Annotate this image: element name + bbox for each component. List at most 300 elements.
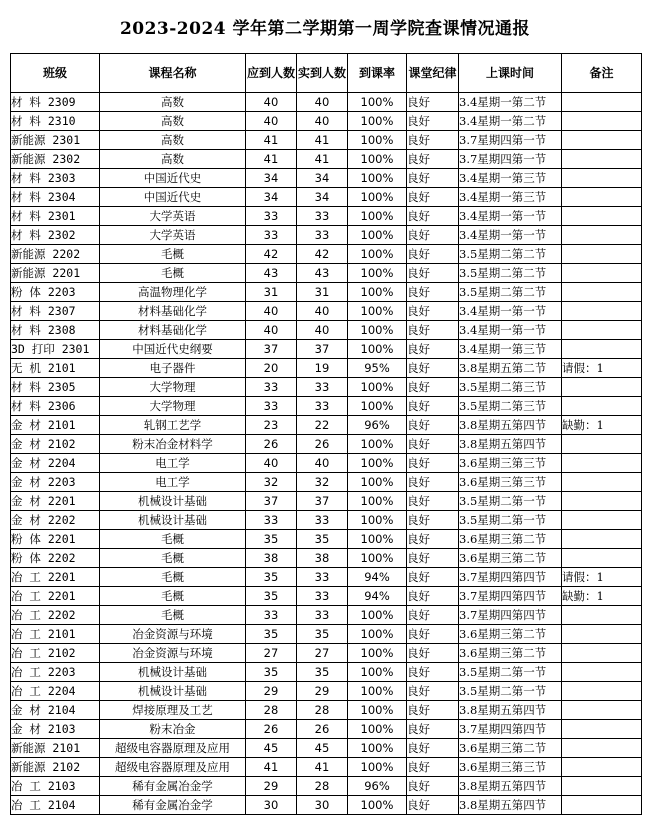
cell-class: 金 材 2204 — [11, 454, 100, 473]
cell-discipline: 良好 — [407, 473, 459, 492]
cell-expected: 40 — [246, 93, 297, 112]
cell-expected: 34 — [246, 188, 297, 207]
attendance-table — [10, 53, 642, 815]
cell-actual: 41 — [297, 758, 348, 777]
cell-course: 轧钢工艺学 — [100, 416, 246, 435]
cell-course: 毛概 — [100, 245, 246, 264]
cell-actual: 45 — [297, 739, 348, 758]
cell-rate: 100% — [348, 245, 407, 264]
cell-time: 3.7星期四第四节 — [459, 568, 562, 587]
header-expected: 应到人数 — [246, 54, 297, 93]
cell-rate: 100% — [348, 473, 407, 492]
cell-course: 中国近代史 — [100, 188, 246, 207]
table-row — [11, 606, 642, 625]
cell-rate: 100% — [348, 397, 407, 416]
cell-time: 3.5星期二第一节 — [459, 492, 562, 511]
cell-discipline: 良好 — [407, 359, 459, 378]
cell-note: 请假：1 — [562, 568, 642, 587]
cell-time: 3.5星期二第一节 — [459, 682, 562, 701]
cell-course: 粉末冶金 — [100, 720, 246, 739]
cell-actual: 37 — [297, 340, 348, 359]
cell-expected: 40 — [246, 321, 297, 340]
cell-course: 高数 — [100, 150, 246, 169]
cell-rate: 100% — [348, 264, 407, 283]
cell-expected: 32 — [246, 473, 297, 492]
cell-actual: 41 — [297, 131, 348, 150]
cell-time: 3.8星期五第四节 — [459, 701, 562, 720]
cell-note — [562, 112, 642, 131]
table-row — [11, 283, 642, 302]
cell-time: 3.5星期二第三节 — [459, 378, 562, 397]
cell-rate: 94% — [348, 587, 407, 606]
header-row — [11, 54, 642, 93]
header-note: 备注 — [562, 54, 642, 93]
cell-discipline: 良好 — [407, 378, 459, 397]
cell-discipline: 良好 — [407, 625, 459, 644]
table-row — [11, 644, 642, 663]
cell-time: 3.4星期一第二节 — [459, 93, 562, 112]
cell-course: 大学英语 — [100, 207, 246, 226]
table-row — [11, 568, 642, 587]
cell-rate: 100% — [348, 549, 407, 568]
header-course: 课程名称 — [100, 54, 246, 93]
cell-rate: 100% — [348, 739, 407, 758]
header-time: 上课时间 — [459, 54, 562, 93]
cell-course: 毛概 — [100, 549, 246, 568]
cell-course: 中国近代史纲要 — [100, 340, 246, 359]
cell-rate: 100% — [348, 435, 407, 454]
table-row — [11, 530, 642, 549]
cell-class: 新能源 2302 — [11, 150, 100, 169]
cell-actual: 35 — [297, 530, 348, 549]
table-row — [11, 625, 642, 644]
table-row — [11, 112, 642, 131]
cell-rate: 100% — [348, 796, 407, 815]
cell-note — [562, 777, 642, 796]
cell-actual: 33 — [297, 606, 348, 625]
cell-class: 新能源 2202 — [11, 245, 100, 264]
cell-class: 粉 体 2201 — [11, 530, 100, 549]
cell-discipline: 良好 — [407, 226, 459, 245]
cell-discipline: 良好 — [407, 302, 459, 321]
cell-time: 3.5星期二第二节 — [459, 264, 562, 283]
cell-note — [562, 454, 642, 473]
table-row — [11, 245, 642, 264]
cell-discipline: 良好 — [407, 796, 459, 815]
cell-course: 超级电容器原理及应用 — [100, 739, 246, 758]
cell-expected: 41 — [246, 131, 297, 150]
cell-expected: 29 — [246, 682, 297, 701]
cell-note — [562, 739, 642, 758]
cell-actual: 40 — [297, 321, 348, 340]
cell-actual: 43 — [297, 264, 348, 283]
cell-time: 3.5星期二第一节 — [459, 511, 562, 530]
cell-actual: 34 — [297, 169, 348, 188]
header-actual: 实到人数 — [297, 54, 348, 93]
cell-time: 3.5星期二第三节 — [459, 397, 562, 416]
cell-discipline: 良好 — [407, 549, 459, 568]
cell-note — [562, 340, 642, 359]
table-row — [11, 416, 642, 435]
cell-time: 3.6星期三第三节 — [459, 758, 562, 777]
table-row — [11, 321, 642, 340]
cell-class: 粉 体 2202 — [11, 549, 100, 568]
table-row — [11, 188, 642, 207]
cell-class: 新能源 2101 — [11, 739, 100, 758]
cell-class: 金 材 2103 — [11, 720, 100, 739]
cell-time: 3.5星期二第二节 — [459, 283, 562, 302]
cell-actual: 31 — [297, 283, 348, 302]
report-title: 2023-2024 学年第二学期第一周学院查课情况通报 — [119, 19, 531, 39]
cell-discipline: 良好 — [407, 644, 459, 663]
cell-course: 稀有金属冶金学 — [100, 777, 246, 796]
cell-expected: 27 — [246, 644, 297, 663]
cell-course: 稀有金属冶金学 — [100, 796, 246, 815]
cell-note — [562, 283, 642, 302]
cell-actual: 42 — [297, 245, 348, 264]
cell-expected: 40 — [246, 454, 297, 473]
table-row — [11, 207, 642, 226]
cell-expected: 35 — [246, 530, 297, 549]
cell-note — [562, 378, 642, 397]
cell-expected: 40 — [246, 302, 297, 321]
cell-discipline: 良好 — [407, 416, 459, 435]
cell-note — [562, 226, 642, 245]
cell-course: 材料基础化学 — [100, 321, 246, 340]
cell-actual: 40 — [297, 302, 348, 321]
cell-actual: 27 — [297, 644, 348, 663]
cell-rate: 100% — [348, 302, 407, 321]
cell-class: 材 料 2302 — [11, 226, 100, 245]
cell-actual: 34 — [297, 188, 348, 207]
cell-class: 金 材 2202 — [11, 511, 100, 530]
cell-class: 无 机 2101 — [11, 359, 100, 378]
cell-expected: 41 — [246, 150, 297, 169]
cell-class: 新能源 2301 — [11, 131, 100, 150]
cell-class: 材 料 2310 — [11, 112, 100, 131]
cell-rate: 95% — [348, 359, 407, 378]
cell-time: 3.4星期一第一节 — [459, 321, 562, 340]
cell-actual: 30 — [297, 796, 348, 815]
cell-course: 高温物理化学 — [100, 283, 246, 302]
cell-class: 新能源 2102 — [11, 758, 100, 777]
cell-discipline: 良好 — [407, 454, 459, 473]
cell-class: 冶 工 2203 — [11, 663, 100, 682]
cell-course: 电工学 — [100, 454, 246, 473]
cell-class: 材 料 2304 — [11, 188, 100, 207]
cell-course: 高数 — [100, 93, 246, 112]
cell-time: 3.5星期二第二节 — [459, 245, 562, 264]
table-row — [11, 131, 642, 150]
cell-discipline: 良好 — [407, 511, 459, 530]
cell-expected: 31 — [246, 283, 297, 302]
cell-time: 3.4星期一第三节 — [459, 188, 562, 207]
cell-time: 3.6星期三第二节 — [459, 625, 562, 644]
cell-expected: 35 — [246, 587, 297, 606]
table-row — [11, 264, 642, 283]
cell-actual: 33 — [297, 378, 348, 397]
cell-course: 毛概 — [100, 530, 246, 549]
cell-rate: 100% — [348, 758, 407, 777]
cell-class: 材 料 2306 — [11, 397, 100, 416]
cell-expected: 26 — [246, 720, 297, 739]
cell-rate: 100% — [348, 112, 407, 131]
cell-actual: 28 — [297, 701, 348, 720]
cell-expected: 33 — [246, 606, 297, 625]
cell-course: 毛概 — [100, 606, 246, 625]
cell-discipline: 良好 — [407, 207, 459, 226]
cell-class: 冶 工 2202 — [11, 606, 100, 625]
cell-class: 材 料 2303 — [11, 169, 100, 188]
cell-expected: 28 — [246, 701, 297, 720]
cell-course: 冶金资源与环境 — [100, 644, 246, 663]
cell-discipline: 良好 — [407, 131, 459, 150]
cell-class: 材 料 2308 — [11, 321, 100, 340]
table-row — [11, 701, 642, 720]
cell-rate: 100% — [348, 340, 407, 359]
cell-note: 请假：1 — [562, 359, 642, 378]
table-row — [11, 454, 642, 473]
cell-class: 金 材 2201 — [11, 492, 100, 511]
table-row — [11, 435, 642, 454]
cell-expected: 30 — [246, 796, 297, 815]
cell-discipline: 良好 — [407, 568, 459, 587]
cell-time: 3.6星期三第三节 — [459, 473, 562, 492]
cell-time: 3.6星期三第二节 — [459, 739, 562, 758]
cell-course: 毛概 — [100, 264, 246, 283]
cell-actual: 26 — [297, 720, 348, 739]
cell-actual: 29 — [297, 682, 348, 701]
table-row — [11, 587, 642, 606]
cell-time: 3.6星期三第二节 — [459, 530, 562, 549]
cell-expected: 33 — [246, 226, 297, 245]
cell-note — [562, 207, 642, 226]
cell-note — [562, 302, 642, 321]
cell-class: 金 材 2104 — [11, 701, 100, 720]
cell-discipline: 良好 — [407, 739, 459, 758]
cell-discipline: 良好 — [407, 93, 459, 112]
cell-time: 3.4星期一第三节 — [459, 169, 562, 188]
cell-discipline: 良好 — [407, 340, 459, 359]
cell-class: 冶 工 2104 — [11, 796, 100, 815]
table-row — [11, 169, 642, 188]
cell-actual: 40 — [297, 93, 348, 112]
cell-class: 冶 工 2201 — [11, 587, 100, 606]
cell-class: 冶 工 2201 — [11, 568, 100, 587]
table-row — [11, 150, 642, 169]
cell-time: 3.4星期一第一节 — [459, 226, 562, 245]
cell-class: 金 材 2101 — [11, 416, 100, 435]
table-row — [11, 739, 642, 758]
table-row — [11, 302, 642, 321]
cell-note — [562, 131, 642, 150]
cell-expected: 33 — [246, 511, 297, 530]
cell-actual: 26 — [297, 435, 348, 454]
cell-time: 3.4星期一第一节 — [459, 207, 562, 226]
cell-course: 高数 — [100, 131, 246, 150]
cell-rate: 100% — [348, 207, 407, 226]
cell-class: 冶 工 2103 — [11, 777, 100, 796]
cell-discipline: 良好 — [407, 663, 459, 682]
cell-note — [562, 644, 642, 663]
cell-course: 毛概 — [100, 568, 246, 587]
cell-actual: 33 — [297, 226, 348, 245]
cell-expected: 41 — [246, 758, 297, 777]
cell-note — [562, 682, 642, 701]
cell-class: 冶 工 2101 — [11, 625, 100, 644]
cell-note — [562, 188, 642, 207]
cell-expected: 26 — [246, 435, 297, 454]
cell-time: 3.4星期一第一节 — [459, 302, 562, 321]
cell-class: 材 料 2307 — [11, 302, 100, 321]
header-discipline: 课堂纪律 — [407, 54, 459, 93]
table-row — [11, 720, 642, 739]
cell-class: 金 材 2102 — [11, 435, 100, 454]
cell-expected: 20 — [246, 359, 297, 378]
cell-class: 材 料 2309 — [11, 93, 100, 112]
cell-note — [562, 663, 642, 682]
table-row — [11, 777, 642, 796]
cell-class: 冶 工 2102 — [11, 644, 100, 663]
cell-course: 电工学 — [100, 473, 246, 492]
cell-time: 3.8星期五第四节 — [459, 796, 562, 815]
cell-course: 超级电容器原理及应用 — [100, 758, 246, 777]
cell-time: 3.5星期二第一节 — [459, 663, 562, 682]
cell-note — [562, 264, 642, 283]
cell-course: 冶金资源与环境 — [100, 625, 246, 644]
cell-time: 3.8星期五第四节 — [459, 777, 562, 796]
cell-expected: 33 — [246, 207, 297, 226]
cell-time: 3.6星期三第三节 — [459, 454, 562, 473]
cell-note — [562, 511, 642, 530]
cell-rate: 100% — [348, 131, 407, 150]
cell-note — [562, 701, 642, 720]
cell-expected: 38 — [246, 549, 297, 568]
cell-note — [562, 758, 642, 777]
cell-discipline: 良好 — [407, 758, 459, 777]
cell-note: 缺勤：1 — [562, 416, 642, 435]
cell-note — [562, 150, 642, 169]
cell-course: 焊接原理及工艺 — [100, 701, 246, 720]
cell-note — [562, 93, 642, 112]
cell-discipline: 良好 — [407, 169, 459, 188]
table-row — [11, 378, 642, 397]
cell-course: 大学物理 — [100, 397, 246, 416]
cell-discipline: 良好 — [407, 777, 459, 796]
cell-note — [562, 606, 642, 625]
cell-class: 3D 打印 2301 — [11, 340, 100, 359]
cell-note — [562, 397, 642, 416]
cell-rate: 100% — [348, 530, 407, 549]
cell-rate: 100% — [348, 226, 407, 245]
cell-note — [562, 321, 642, 340]
cell-expected: 35 — [246, 568, 297, 587]
cell-discipline: 良好 — [407, 682, 459, 701]
cell-expected: 29 — [246, 777, 297, 796]
cell-course: 机械设计基础 — [100, 682, 246, 701]
cell-class: 材 料 2301 — [11, 207, 100, 226]
cell-course: 大学物理 — [100, 378, 246, 397]
cell-note — [562, 625, 642, 644]
cell-expected: 42 — [246, 245, 297, 264]
table-row — [11, 511, 642, 530]
cell-actual: 33 — [297, 397, 348, 416]
cell-actual: 37 — [297, 492, 348, 511]
cell-rate: 100% — [348, 511, 407, 530]
cell-discipline: 良好 — [407, 283, 459, 302]
cell-rate: 100% — [348, 625, 407, 644]
table-row — [11, 682, 642, 701]
cell-actual: 32 — [297, 473, 348, 492]
cell-actual: 33 — [297, 587, 348, 606]
cell-actual: 33 — [297, 207, 348, 226]
cell-time: 3.8星期五第四节 — [459, 435, 562, 454]
cell-discipline: 良好 — [407, 587, 459, 606]
cell-rate: 100% — [348, 378, 407, 397]
header-class: 班级 — [11, 54, 100, 93]
cell-time: 3.7星期四第四节 — [459, 720, 562, 739]
cell-time: 3.6星期三第二节 — [459, 644, 562, 663]
cell-rate: 100% — [348, 93, 407, 112]
cell-time: 3.8星期五第二节 — [459, 359, 562, 378]
cell-time: 3.8星期五第四节 — [459, 416, 562, 435]
cell-course: 粉末冶金材料学 — [100, 435, 246, 454]
cell-note — [562, 720, 642, 739]
table-row — [11, 492, 642, 511]
cell-expected: 37 — [246, 340, 297, 359]
cell-course: 中国近代史 — [100, 169, 246, 188]
cell-expected: 34 — [246, 169, 297, 188]
cell-rate: 100% — [348, 701, 407, 720]
cell-time: 3.7星期四第一节 — [459, 150, 562, 169]
cell-expected: 40 — [246, 112, 297, 131]
cell-expected: 37 — [246, 492, 297, 511]
cell-rate: 100% — [348, 150, 407, 169]
cell-expected: 35 — [246, 625, 297, 644]
table-row — [11, 473, 642, 492]
cell-rate: 100% — [348, 283, 407, 302]
table-row — [11, 93, 642, 112]
cell-rate: 100% — [348, 454, 407, 473]
cell-course: 机械设计基础 — [100, 492, 246, 511]
cell-discipline: 良好 — [407, 264, 459, 283]
cell-rate: 100% — [348, 321, 407, 340]
cell-note — [562, 473, 642, 492]
cell-discipline: 良好 — [407, 530, 459, 549]
table-row — [11, 397, 642, 416]
table-row — [11, 663, 642, 682]
cell-actual: 28 — [297, 777, 348, 796]
cell-actual: 38 — [297, 549, 348, 568]
cell-discipline: 良好 — [407, 112, 459, 131]
table-row — [11, 359, 642, 378]
cell-discipline: 良好 — [407, 701, 459, 720]
cell-note — [562, 245, 642, 264]
cell-discipline: 良好 — [407, 150, 459, 169]
cell-rate: 100% — [348, 644, 407, 663]
table-row — [11, 796, 642, 815]
cell-discipline: 良好 — [407, 245, 459, 264]
cell-expected: 35 — [246, 663, 297, 682]
cell-note — [562, 796, 642, 815]
cell-expected: 23 — [246, 416, 297, 435]
cell-rate: 100% — [348, 169, 407, 188]
cell-rate: 100% — [348, 606, 407, 625]
cell-note — [562, 435, 642, 454]
cell-discipline: 良好 — [407, 397, 459, 416]
cell-actual: 33 — [297, 568, 348, 587]
table-row — [11, 549, 642, 568]
